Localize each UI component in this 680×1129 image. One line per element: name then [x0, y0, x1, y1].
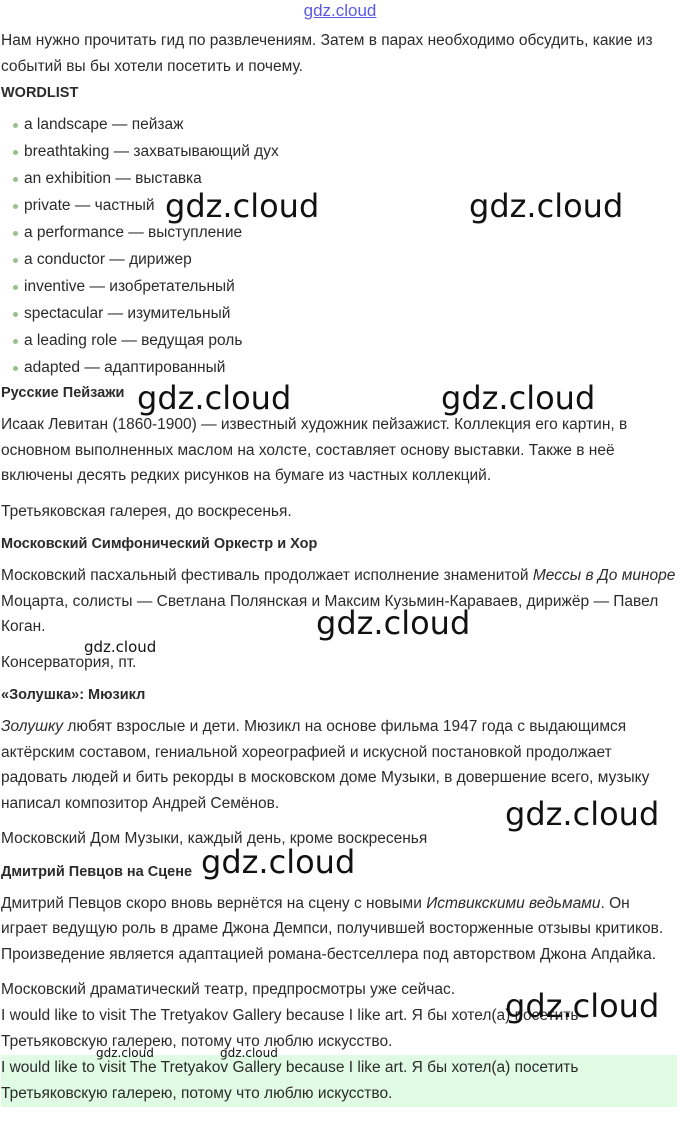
section-title-cinderella: «Золушка»: Мюзикл: [1, 687, 146, 703]
wordlist: [1, 111, 677, 381]
watermark: gdz.cloud: [505, 795, 660, 833]
wordlist-item: a leading role — ведущая роль: [1, 327, 677, 354]
body-text: Московский пасхальный фестиваль продолжает исполнение знаменитой: [1, 567, 533, 584]
wordlist-item: breathtaking — захватывающий дух: [1, 138, 677, 165]
watermark: gdz.cloud: [220, 1046, 278, 1060]
wordlist-item: an exhibition — выставка: [1, 165, 677, 192]
section-place-pevtsov: Московский драматический театр, предпросмотры уже сейчас.: [1, 981, 456, 998]
wordlist-item: inventive — изобретательный: [1, 273, 677, 300]
wordlist-item: a conductor — дирижер: [1, 246, 677, 273]
watermark: gdz.cloud: [137, 379, 292, 417]
site-link[interactable]: gdz.cloud: [303, 1, 377, 20]
watermark: gdz.cloud: [441, 379, 596, 417]
section-body-cinderella: [1, 714, 677, 816]
section-place-landscapes: Третьяковская галерея, до воскресенья.: [1, 502, 292, 520]
wordlist-item: private — частный: [1, 192, 677, 219]
wordlist-item: a performance — выступление: [1, 219, 677, 246]
work-title: Золушку: [1, 718, 64, 735]
work-title: Мессы в До миноре: [532, 567, 676, 584]
watermark: gdz.cloud: [84, 638, 157, 656]
section-body-landscapes: Исаак Левитан (1860-1900) — известный художник пейзажист. Коллекция его картин, в основном выполненных маслом на холсте, составляет основу выставки. Также в неё включены десять редких рисунков на бумаге из частных коллекций.: [1, 416, 628, 484]
section-body-pevtsov: [1, 891, 677, 968]
work-title: Иствикскими ведьмами: [426, 894, 601, 912]
section-title-pevtsov: Дмитрий Певцов на Сцене: [1, 863, 193, 880]
wordlist-item: adapted — адаптированный: [1, 354, 677, 381]
section-place-cinderella: Московский Дом Музыки, каждый день, кроме воскресенья: [1, 830, 428, 847]
section-place-orchestra: Консерватория, пт.: [1, 653, 137, 671]
wordlist-item: spectacular — изумительный: [1, 300, 677, 327]
watermark: gdz.cloud: [201, 843, 356, 881]
body-text: Дмитрий Певцов скоро вновь вернётся на сцену с новыми: [1, 894, 427, 912]
intro-text: Нам нужно прочитать гид по развлечениям. Затем в парах необходимо обсудить, какие из событий вы бы хотели посетить и почему.: [1, 32, 653, 75]
answer-text-highlighted: I would like to visit The Tretyakov Gallery because I like art. Я бы хотел(а) посетить Третьяковскую галерею, потому что люблю искусство.: [1, 1055, 677, 1107]
section-title-landscapes: Русские Пейзажи: [1, 385, 125, 401]
body-text: любят взрослые и дети. Мюзикл на основе фильма 1947 года с выдающимся актёрским составом, гениальной хореографией и искусной постановкой продолжает радовать людей и бить рекорды в московском доме Музыки, в довершение всего, музыку написал композитор Андрей Семёнов.: [1, 718, 650, 812]
watermark: gdz.cloud: [469, 187, 624, 225]
wordlist-item: a landscape — пейзаж: [1, 111, 677, 138]
answer-text: I would like to visit The Tretyakov Gallery because I like art. Я бы хотел(а) посетить Третьяковскую галерею, потому что люблю искусство.: [1, 1006, 579, 1050]
body-text: Моцарта, солисты — Светлана Полянская и Максим Кузьмин-Караваев, дирижёр — Павел Коган.: [1, 592, 659, 635]
wordlist-title: WORDLIST: [1, 85, 79, 101]
watermark: gdz.cloud: [96, 1046, 154, 1060]
watermark: gdz.cloud: [316, 604, 471, 642]
section-body-orchestra: [1, 563, 677, 640]
watermark: gdz.cloud: [505, 987, 660, 1025]
section-title-orchestra: Московский Симфонический Оркестр и Хор: [1, 536, 318, 552]
article: [1, 28, 677, 1107]
body-text: . Он играет ведущую роль в драме Джона Демпси, получившей восторженные отзывы критиков. Произведение является адаптацией романа-бестселлера под авторством Джона Апдайка.: [1, 894, 664, 963]
watermark: gdz.cloud: [165, 187, 320, 225]
